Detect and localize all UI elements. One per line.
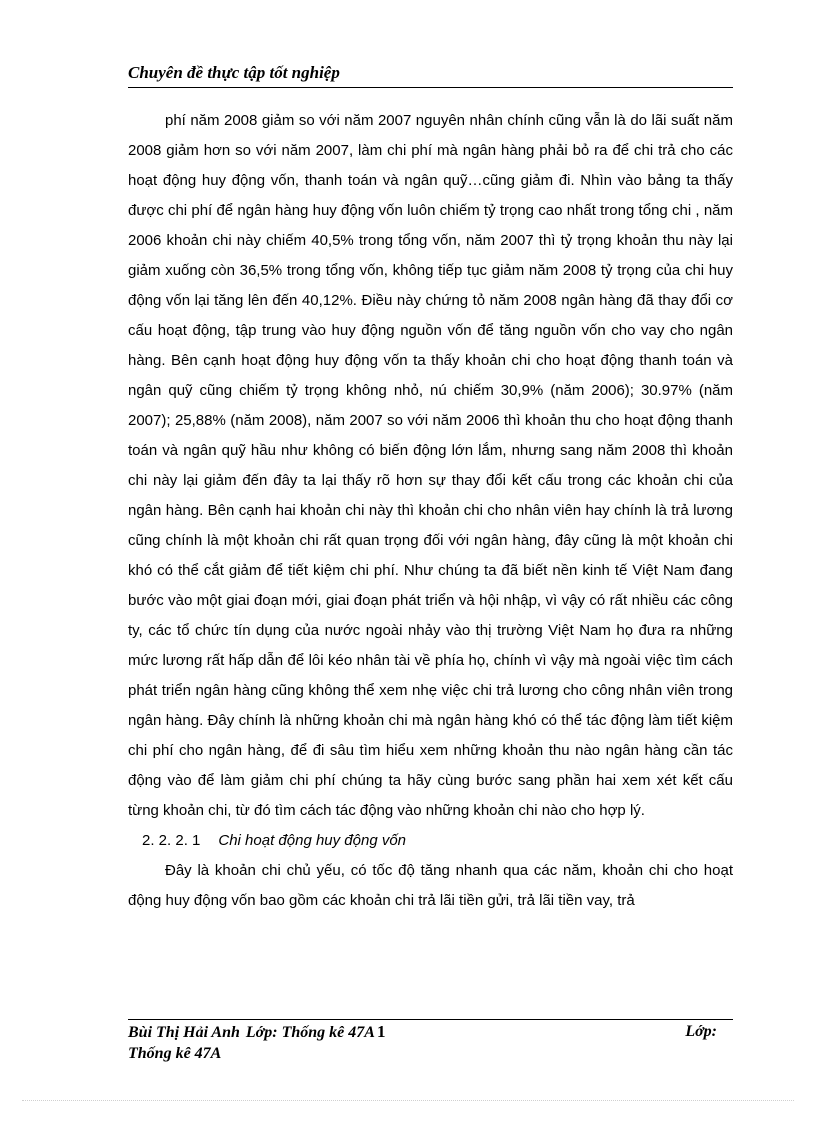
- page-header: [128, 62, 733, 88]
- page-number: 1: [376, 1022, 386, 1041]
- footer-class: Lớp: Thống kê 47A: [245, 1024, 375, 1041]
- footer-divider: [128, 1019, 733, 1020]
- subheading-title: Chi hoạt động huy động vốn: [218, 832, 407, 849]
- footer-right-label: Lớp:: [685, 1023, 717, 1040]
- header-title: Chuyên đề thực tập tốt nghiệp: [128, 63, 340, 82]
- footer-author: Bùi Thị Hải Anh: [128, 1024, 240, 1041]
- page-bottom-dotted-line: [22, 1100, 794, 1101]
- body-paragraph: phí năm 2008 giảm so với năm 2007 nguyên nhân chính cũng vẫn là do lãi suất năm 2008 giảm hơn so với năm 2007, làm chi phí mà ngân hàng phải bỏ ra để chi trả cho các hoạt động huy động vốn, thanh toán và ngân quỹ…cũng giảm đi. Nhìn vào bảng ta thấy được chi phí để ngân hàng huy động vốn luôn chiếm tỷ trọng cao nhất trong tổng chi , năm 2006 khoản chi này chiếm 40,5% trong tổng vốn, năm 2007 thì tỷ trọng khoản thu này lại giảm xuống còn 36,5% trong tổng vốn, không tiếp tục giảm năm 2008 tỷ trọng của chi huy động vốn lại tăng lên đến 40,12%. Điều này chứng tỏ năm 2008 ngân hàng đã thay đổi cơ cấu hoạt động, tập trung vào huy động nguồn vốn để tăng nguồn vốn cho vay cho ngân hàng. Bên cạnh hoạt động huy động vốn ta thấy khoản chi cho hoạt động thanh toán và ngân quỹ cũng chiếm tỷ trọng không nhỏ, nú chiếm 30,9% (năm 2006); 30.97% (năm 2007); 25,88% (năm 2008), năm 2007 so với năm 2006 thì khoản thu cho hoạt động thanh toán và ngân quỹ hầu như không có biến động lớn lắm, nhưng sang năm 2008 thì khoản chi này lại giảm đến đây ta lại thấy rõ hơn sự thay đổi kết cấu trong các khoản chi của ngân hàng. Bên cạnh hai khoản chi này thì khoản chi cho nhân viên hay chính là trả lương cũng chính là một khoản chi rất quan trọng đối với ngân hàng, đây cũng là một khoản chi khó có thể cắt giảm để tiết kiệm chi phí. Như chúng ta đã biết nền kinh tế Việt Nam đang bước vào một giai đoạn mới, giai đoạn phát triển và hội nhập, vì vậy có rất nhiều các công ty, các tổ chức tín dụng của nước ngoài nhảy vào thị trường Việt Nam họ đưa ra những mức lương rất hấp dẫn để lôi kéo nhân tài về phía họ, chính vì vậy mà ngoài việc tìm cách phát triển ngân hàng cũng không thể xem nhẹ việc chi trả lương cho công nhân viên trong ngân hàng. Đây chính là những khoản chi mà ngân hàng khó có thể tác động làm tiết kiệm chi phí cho ngân hàng, để đi sâu tìm hiểu xem những khoản thu nào ngân hàng cần tác động vào để làm giảm chi phí chúng ta hãy cùng bước sang phần hai xem xét kết cấu từng khoản chi, từ đó tìm cách tác động vào những khoản chi nào cho hợp lý.: [128, 112, 733, 819]
- section-subheading: [128, 826, 733, 856]
- document-body: [128, 106, 733, 916]
- page-footer: [128, 1022, 733, 1064]
- body-paragraph-2: Đây là khoản chi chủ yếu, có tốc độ tăng nhanh qua các năm, khoản chi cho hoạt động huy động vốn bao gồm các khoản chi trả lãi tiền gửi, trả lãi tiền vay, trả: [128, 862, 733, 909]
- footer-line-2: Thống kê 47A: [128, 1045, 222, 1062]
- subheading-number: 2. 2. 2. 1: [142, 832, 201, 849]
